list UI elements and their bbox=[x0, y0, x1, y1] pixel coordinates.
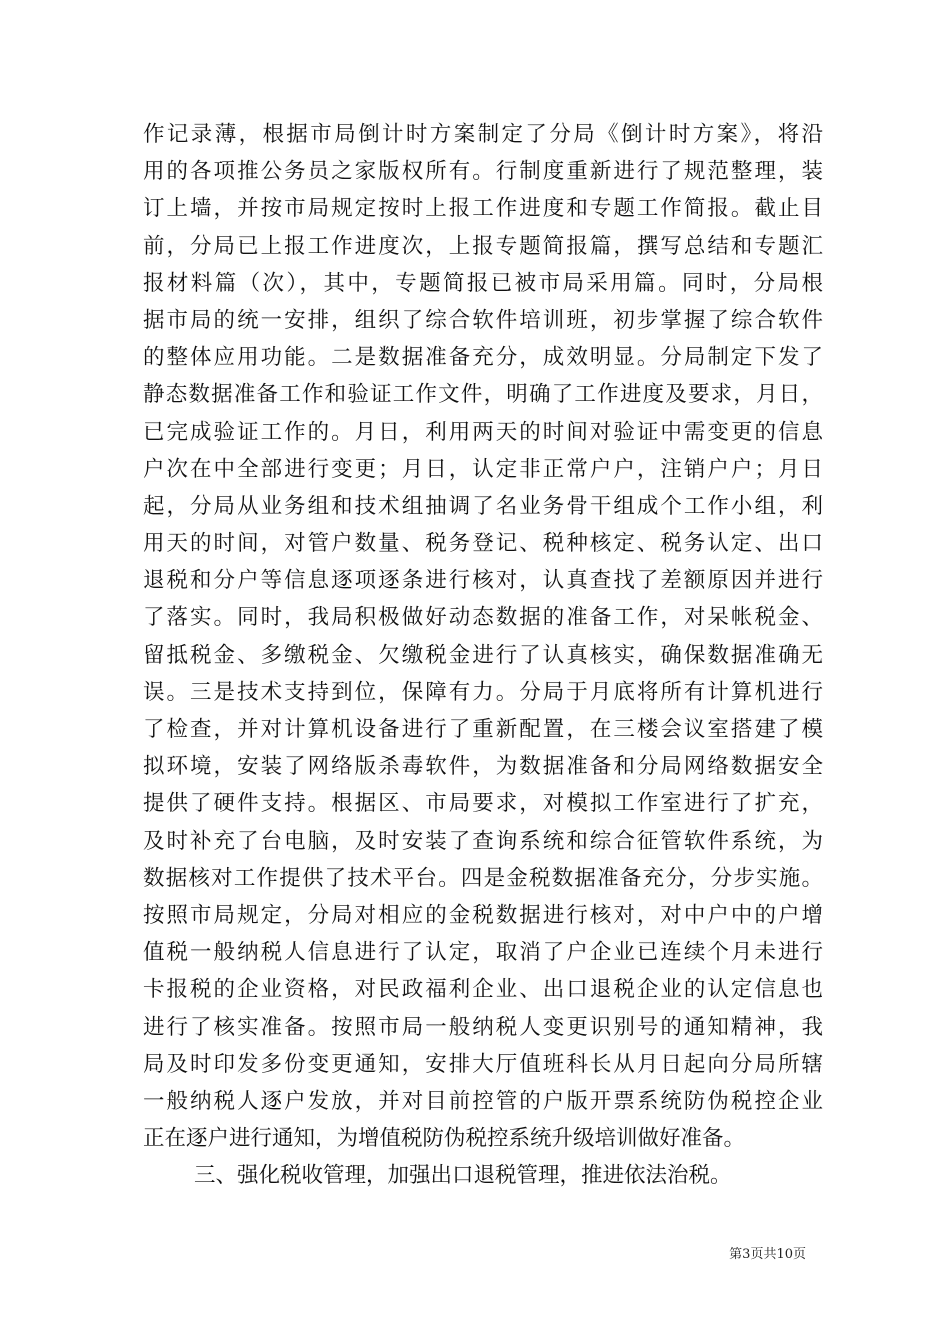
text-line: 了落实。同时，我局积极做好动态数据的准备工作，对呆帐税金、 bbox=[143, 605, 823, 631]
text-line: 报材料篇（次），其中，专题简报已被市局采用篇。同时，分局根 bbox=[143, 270, 823, 296]
text-line: 值税一般纳税人信息进行了认定，取消了户企业已连续个月未进行 bbox=[143, 940, 823, 966]
text-line: 用的各项推公务员之家版权所有。行制度重新进行了规范整理，装 bbox=[143, 159, 823, 185]
text-line: 留抵税金、多缴税金、欠缴税金进行了认真核实，确保数据准确无 bbox=[143, 642, 823, 668]
text-line: 拟环境，安装了网络版杀毒软件，为数据准备和分局网络数据安全 bbox=[143, 754, 823, 780]
text-line: 提供了硬件支持。根据区、市局要求，对模拟工作室进行了扩充， bbox=[143, 791, 823, 817]
body-text bbox=[143, 116, 823, 1194]
text-line-last: 正在逐户进行通知，为增值税防伪税控系统升级培训做好准备。 bbox=[143, 1126, 746, 1152]
text-line: 了检查，并对计算机设备进行了重新配置，在三楼会议室搭建了模 bbox=[143, 717, 823, 742]
page-number-footer: 第3页共10页 bbox=[729, 1247, 806, 1262]
text-line: 的整体应用功能。二是数据准备充分，成效明显。分局制定下发了 bbox=[143, 345, 823, 371]
text-line: 卡报税的企业资格，对民政福利企业、出口退税企业的认定信息也 bbox=[143, 977, 823, 1003]
text-line: 数据核对工作提供了技术平台。四是金税数据准备充分，分步实施。 bbox=[143, 865, 823, 891]
text-line: 用天的时间，对管户数量、税务登记、税种核定、税务认定、出口 bbox=[143, 531, 823, 557]
text-line: 前，分局已上报工作进度次，上报专题简报篇，撰写总结和专题汇 bbox=[143, 233, 823, 259]
text-line: 局及时印发多份变更通知，安排大厅值班科长从月日起向分局所辖 bbox=[143, 1051, 823, 1077]
text-line: 作记录薄，根据市局倒计时方案制定了分局《倒计时方案》，将沿 bbox=[143, 122, 823, 147]
section-heading: 三、强化税收管理，加强出口退税管理，推进依法治税。 bbox=[194, 1163, 732, 1189]
text-line: 据市局的统一安排，组织了综合软件培训班，初步掌握了综合软件 bbox=[143, 307, 823, 333]
text-line: 户次在中全部进行变更；月日，认定非正常户户，注销户户；月日 bbox=[143, 456, 823, 482]
text-line: 起，分局从业务组和技术组抽调了名业务骨干组成个工作小组，利 bbox=[143, 493, 823, 519]
text-line: 及时补充了台电脑，及时安装了查询系统和综合征管软件系统，为 bbox=[143, 828, 823, 854]
text-line: 订上墙，并按市局规定按时上报工作进度和专题工作简报。截止目 bbox=[143, 196, 823, 222]
text-line: 进行了核实准备。按照市局一般纳税人变更识别号的通知精神，我 bbox=[143, 1014, 823, 1040]
text-line: 按照市局规定，分局对相应的金税数据进行核对，对中户中的户增 bbox=[143, 902, 823, 928]
text-line: 退税和分户等信息逐项逐条进行核对，认真查找了差额原因并进行 bbox=[143, 568, 823, 594]
text-line: 静态数据准备工作和验证工作文件，明确了工作进度及要求，月日， bbox=[143, 382, 823, 408]
text-line: 一般纳税人逐户发放，并对目前控管的户版开票系统防伪税控企业 bbox=[143, 1088, 823, 1114]
text-line: 误。三是技术支持到位，保障有力。分局于月底将所有计算机进行 bbox=[143, 679, 823, 705]
text-line: 已完成验证工作的。月日，利用两天的时间对验证中需变更的信息 bbox=[143, 419, 823, 445]
